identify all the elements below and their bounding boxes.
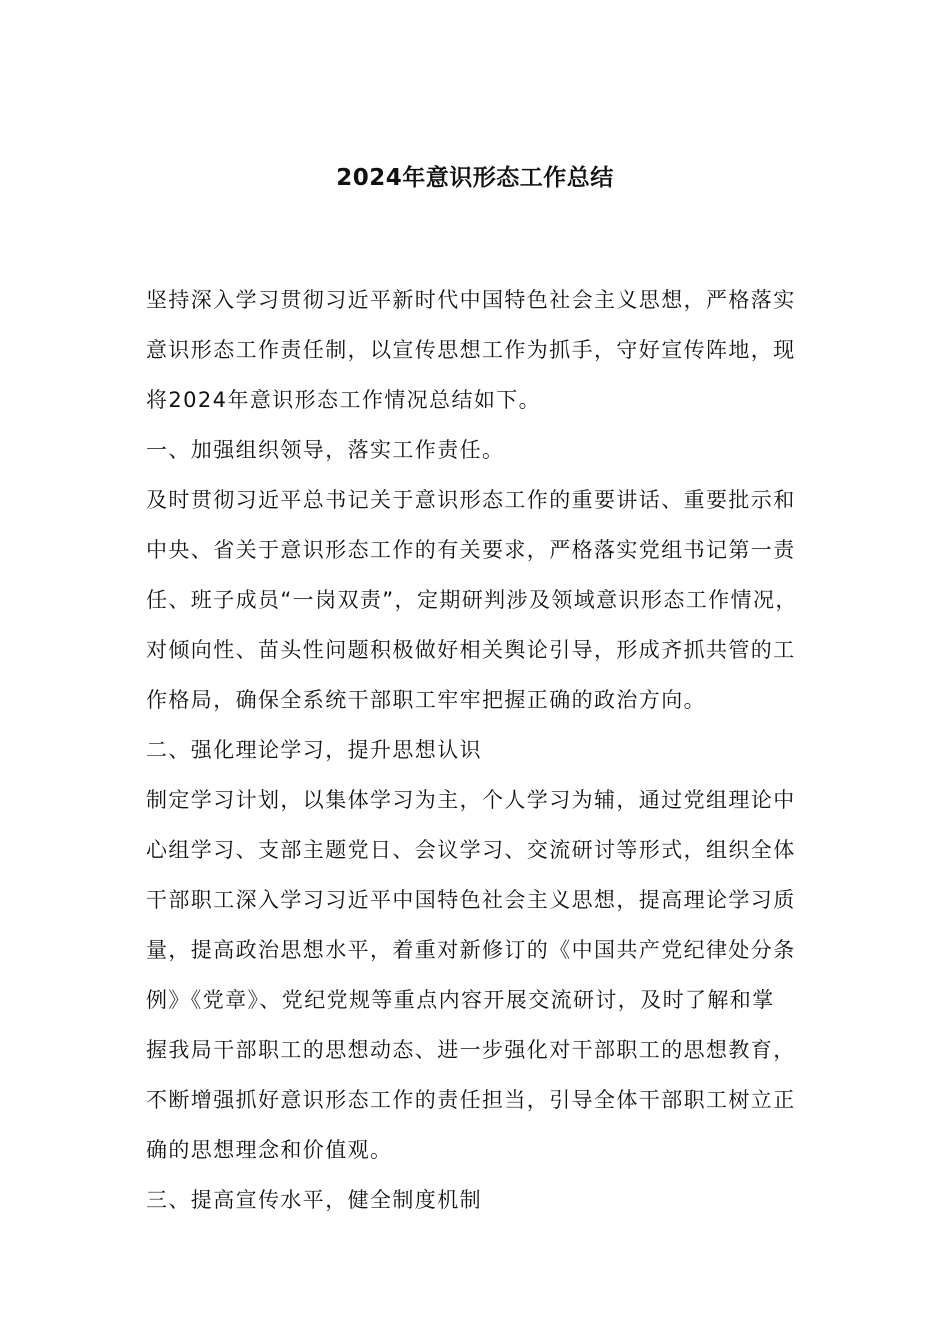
- paragraph-intro-line-1: 坚持深入学习贯彻习近平新时代中国特色社会主义思想，严格落实: [146, 288, 796, 312]
- section-2-line-5: 例》《党章》、党纪党规等重点内容开展交流研讨，及时了解和掌: [146, 988, 775, 1012]
- section-1-line-3: 任、班子成员“一岗双责”，定期研判涉及领域意识形态工作情况，: [146, 588, 798, 612]
- section-heading-1: 一、加强组织领导，落实工作责任。: [146, 438, 505, 462]
- section-2-line-8: 确的思想理念和价值观。: [146, 1138, 393, 1162]
- paragraph-intro-line-3: 将2024年意识形态工作情况总结如下。: [146, 388, 542, 412]
- section-heading-2: 二、强化理论学习，提升思想认识: [146, 738, 482, 762]
- section-2-line-4: 量，提高政治思想水平，着重对新修订的《中国共产党纪律处分条: [146, 938, 796, 962]
- section-2-line-7: 不断增强抓好意识形态工作的责任担当，引导全体干部职工树立正: [146, 1088, 796, 1112]
- paragraph-intro-line-2: 意识形态工作责任制，以宣传思想工作为抓手，守好宣传阵地，现: [146, 338, 796, 362]
- document-title: 2024年意识形态工作总结: [336, 165, 614, 191]
- section-heading-3: 三、提高宣传水平，健全制度机制: [146, 1188, 482, 1212]
- section-2-line-1: 制定学习计划，以集体学习为主，个人学习为辅，通过党组理论中: [146, 788, 796, 812]
- section-2-line-3: 干部职工深入学习习近平中国特色社会主义思想，提高理论学习质: [146, 888, 796, 912]
- document-body: [146, 283, 808, 1233]
- section-1-line-1: 及时贯彻习近平总书记关于意识形态工作的重要讲话、重要批示和: [146, 488, 796, 512]
- section-1-line-2: 中央、省关于意识形态工作的有关要求，严格落实党组书记第一责: [146, 538, 796, 562]
- section-1-line-5: 作格局，确保全系统干部职工牢牢把握正确的政治方向。: [146, 688, 706, 712]
- section-2-line-2: 心组学习、支部主题党日、会议学习、交流研讨等形式，组织全体: [146, 838, 796, 862]
- section-1-line-4: 对倾向性、苗头性问题积极做好相关舆论引导，形成齐抓共管的工: [146, 638, 796, 662]
- section-2-line-6: 握我局干部职工的思想动态、进一步强化对干部职工的思想教育，: [146, 1038, 796, 1062]
